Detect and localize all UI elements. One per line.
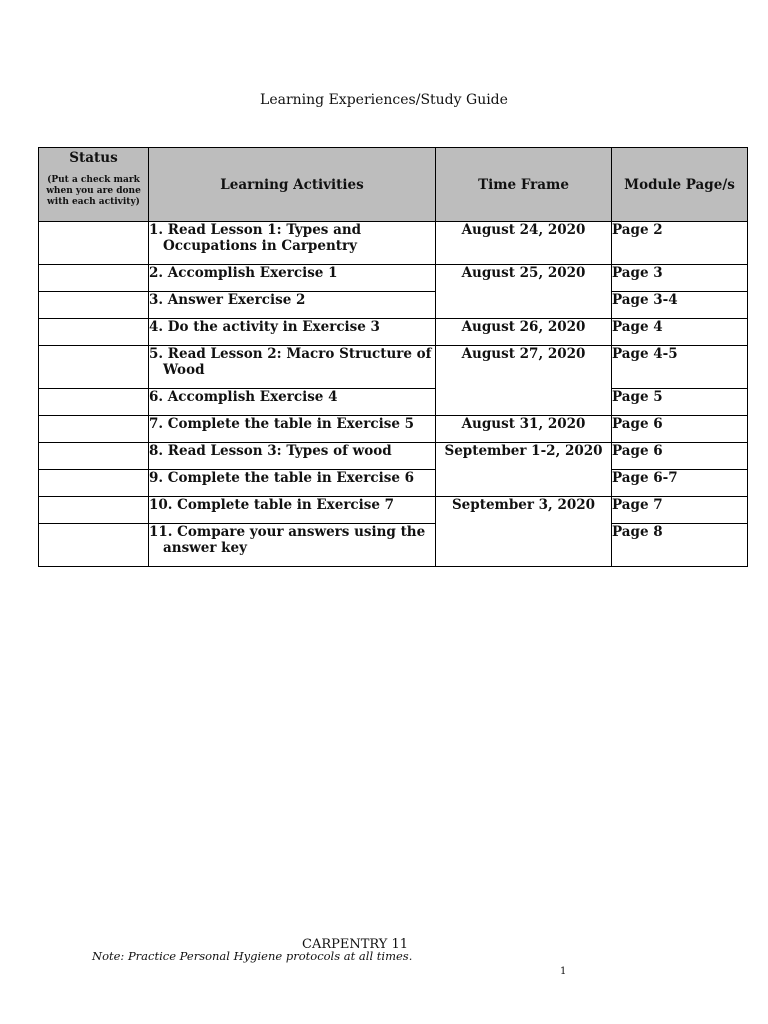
activity-cell [149, 497, 436, 524]
date-cell: August 25, 2020 [436, 265, 612, 319]
activity-text: 1. Read Lesson 1: Types and Occupations in Carpentry [149, 222, 362, 254]
table-row [39, 292, 748, 319]
page-cell: Page 6 [612, 443, 748, 470]
activity-cell [149, 389, 436, 416]
table-row [39, 443, 748, 470]
activity-cell [149, 292, 436, 319]
activity-cell [149, 319, 436, 346]
activity-text: 4. Do the activity in Exercise 3 [149, 319, 380, 335]
activity-text: 3. Answer Exercise 2 [149, 292, 306, 308]
date-cell: September 3, 2020 [436, 497, 612, 567]
activity-cell [149, 524, 436, 567]
activity-text: 2. Accomplish Exercise 1 [149, 265, 338, 281]
activity-cell [149, 416, 436, 443]
status-cell[interactable] [39, 292, 149, 319]
activity-cell [149, 346, 436, 389]
status-cell[interactable] [39, 443, 149, 470]
activity-cell [149, 470, 436, 497]
status-cell[interactable] [39, 416, 149, 443]
activity-text: 5. Read Lesson 2: Macro Structure of Wood [149, 346, 432, 378]
status-cell[interactable] [39, 346, 149, 389]
study-guide-table [38, 147, 748, 567]
date-cell: August 31, 2020 [436, 416, 612, 443]
footer-course-title: CARPENTRY 11 [302, 937, 409, 952]
table-row [39, 497, 748, 524]
page-cell: Page 3 [612, 265, 748, 292]
page-cell: Page 4 [612, 319, 748, 346]
activity-text: 8. Read Lesson 3: Types of wood [149, 443, 392, 459]
table-row [39, 524, 748, 567]
table-row [39, 470, 748, 497]
table-row [39, 389, 748, 416]
page-cell: Page 5 [612, 389, 748, 416]
page-cell: Page 8 [612, 524, 748, 567]
status-cell[interactable] [39, 389, 149, 416]
date-cell: August 27, 2020 [436, 346, 612, 416]
activity-cell [149, 265, 436, 292]
status-cell[interactable] [39, 319, 149, 346]
status-cell[interactable] [39, 470, 149, 497]
activity-text: 9. Complete the table in Exercise 6 [149, 470, 415, 486]
date-cell: August 26, 2020 [436, 319, 612, 346]
table-row [39, 222, 748, 265]
table-row [39, 319, 748, 346]
table-row [39, 265, 748, 292]
table-header-row [39, 148, 748, 222]
status-cell[interactable] [39, 265, 149, 292]
table-row [39, 346, 748, 389]
status-cell[interactable] [39, 222, 149, 265]
page-cell: Page 4-5 [612, 346, 748, 389]
page-cell: Page 3-4 [612, 292, 748, 319]
status-cell[interactable] [39, 497, 149, 524]
activity-text: 6. Accomplish Exercise 4 [149, 389, 338, 405]
date-cell: September 1-2, 2020 [436, 443, 612, 497]
activity-cell [149, 222, 436, 265]
status-header-title: Status [69, 150, 118, 166]
status-header [39, 148, 149, 222]
document-title: Learning Experiences/Study Guide [260, 92, 508, 108]
activities-header: Learning Activities [149, 148, 436, 222]
activity-text: 7. Complete the table in Exercise 5 [149, 416, 415, 432]
activity-text: 11. Compare your answers using the answer key [149, 524, 426, 556]
page-number: 1 [560, 966, 567, 977]
time-frame-header: Time Frame [436, 148, 612, 222]
activity-cell [149, 443, 436, 470]
date-cell: August 24, 2020 [436, 222, 612, 265]
page-cell: Page 6 [612, 416, 748, 443]
pages-header: Module Page/s [612, 148, 748, 222]
page-cell: Page 7 [612, 497, 748, 524]
activity-text: 10. Complete table in Exercise 7 [149, 497, 395, 513]
page-cell: Page 2 [612, 222, 748, 265]
page-cell: Page 6-7 [612, 470, 748, 497]
status-header-note: (Put a check mark when you are done with each activity) [46, 175, 141, 207]
table-row [39, 416, 748, 443]
status-cell[interactable] [39, 524, 149, 567]
footer-note: Note: Practice Personal Hygiene protocols at all times. [92, 949, 413, 963]
